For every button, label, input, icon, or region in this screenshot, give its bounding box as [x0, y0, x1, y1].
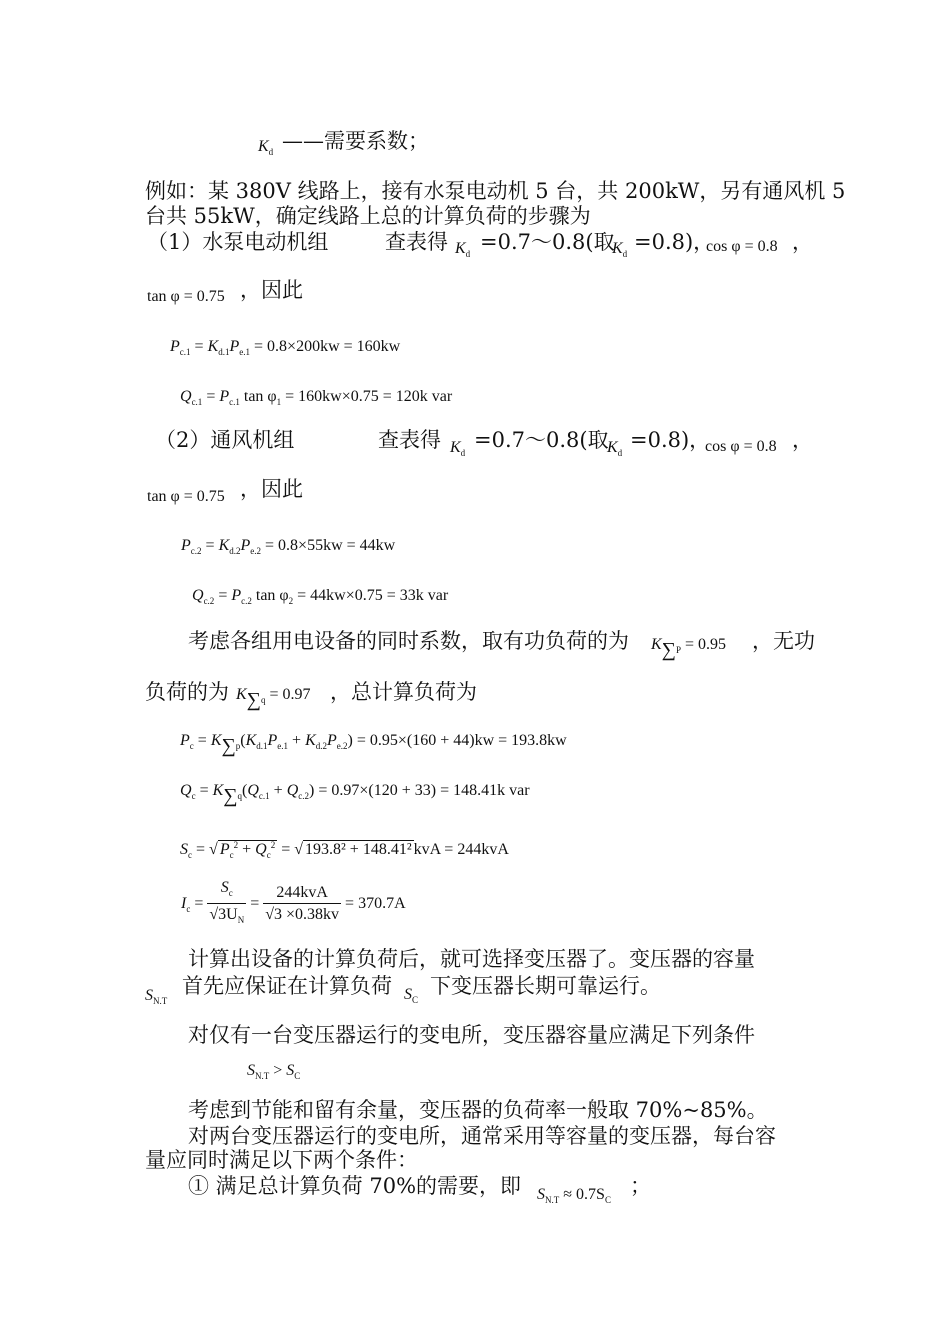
group1-lookup: 查表得 [385, 230, 448, 254]
group2-q-equation: $Q_{c.2} = P_{c.2}$ $\tan \varphi_2 = 44kw\times 0.75 = 33k$ var [192, 587, 449, 606]
sc-equation: $S_c$ = √ $P_c^2 + Q_c^2$ = √ 193.8² + 148.41² kvA = 244kvA [180, 840, 509, 860]
group2-range: =0.7～0.8(取 [474, 428, 609, 452]
group1-cos: cos φ = 0.8 [706, 238, 778, 255]
simultaneity-line-1b: ，无功 [752, 629, 815, 653]
sc-symbol: $S_C$ [404, 986, 419, 1005]
group1-p-equation: $P_{c.1} = K_{d.1}P_{e.1} = 0.8\times 200kw = 160kw$ [170, 338, 401, 357]
transformer-p1-line-1: 计算出设备的计算负荷后，就可选择变压器了。变压器的容量 [188, 947, 755, 971]
kd-definition: ——需要系数； [282, 129, 429, 153]
example-line-2: 台共 55kW，确定线路上总的计算负荷的步骤为 [145, 204, 591, 228]
group2-comma: ， [792, 428, 813, 452]
transformer-p2: 对仅有一台变压器运行的变电所，变压器容量应满足下列条件 [188, 1023, 755, 1047]
simultaneity-line-1a: 考虑各组用电设备的同时系数，取有功负荷的为 [188, 629, 629, 653]
group1-kd: $K_d$ [455, 240, 471, 259]
group1-tan: tan φ = 0.75 [147, 288, 225, 305]
group2-take: =0.8)， [630, 428, 711, 452]
group2-hence: ，因此 [240, 477, 303, 501]
kq-coefficient: $K\sum_q = 0.97$ [236, 686, 311, 711]
qc-equation: $Q_c = K\sum_q(Q_{c.1} + Q_{c.2}) = 0.97\times(120 + 33) = 148.41k$ var [180, 782, 530, 807]
group1-range: =0.7～0.8(取 [480, 230, 615, 254]
group2-lookup: 查表得 [378, 428, 441, 452]
group1-kd-take: $K_d$ [612, 240, 628, 259]
two-transformer-condition: $S_{N.T} \approx 0.7S_C$ [537, 1186, 611, 1205]
transformer-p3: 考虑到节能和留有余量，变压器的负荷率一般取 70%~85%。 [188, 1098, 768, 1122]
group1-label: （1）水泵电动机组 [147, 230, 329, 254]
kd-symbol: $K_d$ [258, 138, 274, 157]
group2-kd: $K_d$ [450, 439, 466, 458]
group2-p-equation: $P_{c.2} = K_{d.2}P_{e.2} = 0.8\times 55kw = 44kw$ [181, 537, 396, 556]
transformer-p4-line-1: 对两台变压器运行的变电所，通常采用等容量的变压器，每台容 [188, 1124, 776, 1148]
transformer-p5-end: ； [630, 1174, 651, 1198]
group2-kd-take: $K_d$ [607, 439, 623, 458]
group2-tan: tan φ = 0.75 [147, 488, 225, 505]
transformer-p5: ① 满足总计算负荷 70%的需要，即 [188, 1174, 522, 1198]
group1-q-equation: $Q_{c.1} = P_{c.1}$ $\tan \varphi_1 = 160kw\times 0.75 = 120k$ var [180, 388, 453, 407]
transformer-p1-line-2a: 首先应保证在计算负荷 [182, 974, 392, 998]
ic-equation: $I_c$ = $\frac{S_c}{√3U_N}$ = $\frac{\text{244kvA}}{√3 \times 0.38kv}$ = 370.7A [181, 879, 406, 925]
simultaneity-line-2b: ，总计算负荷为 [330, 680, 477, 704]
example-line-1: 例如：某 380V 线路上，接有水泵电动机 5 台，共 200kW，另有通风机 5 [145, 179, 846, 203]
group1-take: =0.8)， [634, 230, 715, 254]
group2-label: （2）通风机组 [155, 428, 295, 452]
simultaneity-line-2a: 负荷的为 [145, 680, 229, 704]
group1-hence: ，因此 [240, 278, 303, 302]
pc-equation: $P_c = K\sum_p(K_{d.1}P_{e.1} + K_{d.2}P_{e.2}) = 0.95\times(160 + 44)kw = 193.8kw$ [180, 732, 567, 757]
group1-comma: ， [792, 230, 813, 254]
group2-cos: cos φ = 0.8 [705, 438, 777, 455]
kp-coefficient: $K\sum_P = 0.95$ [651, 636, 726, 661]
single-transformer-condition: $S_{N.T} > S_C$ [247, 1062, 301, 1081]
transformer-p1-line-2b: 下变压器长期可靠运行。 [430, 974, 661, 998]
snt-symbol: $S_{N.T}$ [145, 987, 168, 1006]
transformer-p4-line-2: 量应同时满足以下两个条件： [145, 1148, 418, 1172]
